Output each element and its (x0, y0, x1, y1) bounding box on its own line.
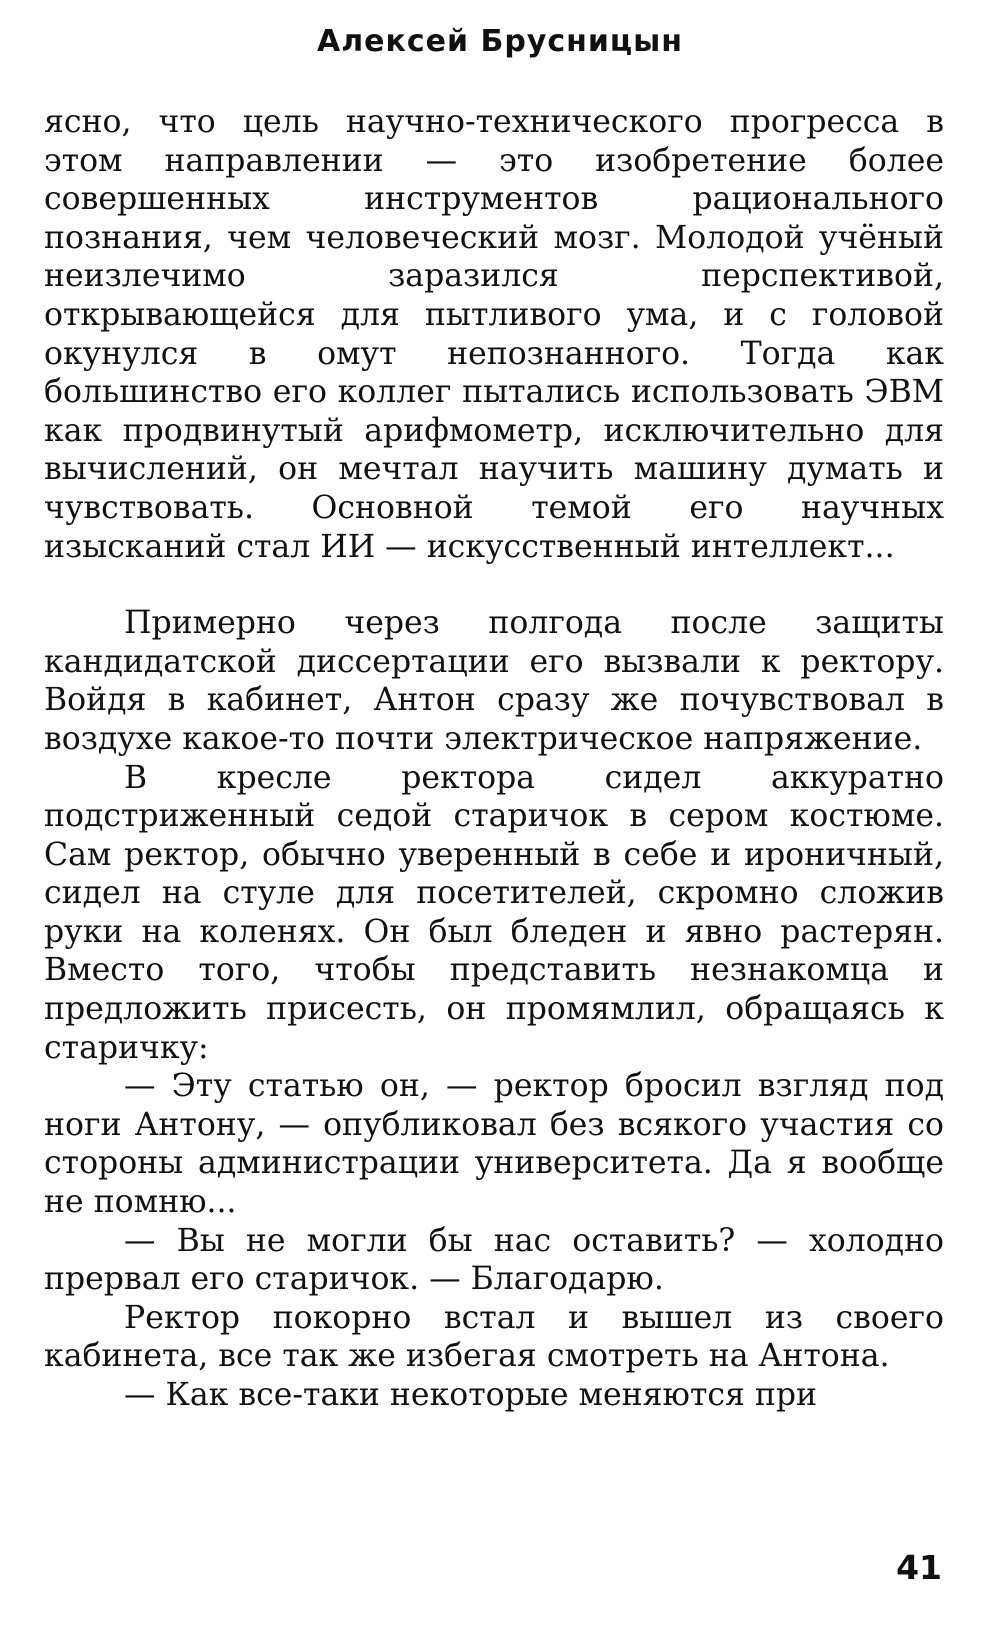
body-text (44, 103, 944, 1415)
page-number: 41 (896, 1548, 942, 1587)
dialogue-line: — Вы не могли бы нас оставить? — холодно прервал его старичок. — Благодарю. (44, 1222, 944, 1298)
dialogue-line: — Как все-таки некоторые меняются при (124, 1377, 818, 1413)
running-head-author: Алексей Брусницын (316, 24, 683, 59)
paragraph: В кресле ректора сидел аккуратно подстриженный седой старичок в сером костюме. Сам ректор, обычно уверенный в себе и ироничный, сидел на стуле для посетителей, скромно сложив руки на коленях. Он был бледен и явно растерян. Вместо того, чтобы представить незнакомца и предложить присесть, он промямлил, обращаясь к старичку: (44, 759, 944, 1066)
paragraph: Ректор покорно встал и вышел из своего кабинета, все так же избегая смотреть на Антона. (44, 1299, 944, 1375)
dialogue-line: — Эту статью он, — ректор бросил взгляд под ноги Антону, — опубликовал без всякого участия со стороны администрации университета. Да я вообще не помню... (44, 1068, 944, 1221)
paragraph: Примерно через полгода после защиты кандидатской диссертации его вызвали к ректору. Войдя в кабинет, Антон сразу же почувствовал в воздухе какое-то почти электрическое напряжение. (44, 605, 944, 757)
paragraph-continued: ясно, что цель научно-технического прогресса в этом направлении — это изобретение более совершенных инструментов рационального познания, чем человеческий мозг. Молодой учёный неизлечимо заразился перспективой, открывающейся для пытливого ума, и с головой окунулся в омут непознанного. Тогда как большинство его коллег пытались использовать ЭВМ как продвинутый арифмометр, исключительно для вычислений, он мечтал научить машину думать и чувствовать. Основной темой его научных изысканий стал ИИ — искусственный интеллект... (44, 104, 944, 565)
